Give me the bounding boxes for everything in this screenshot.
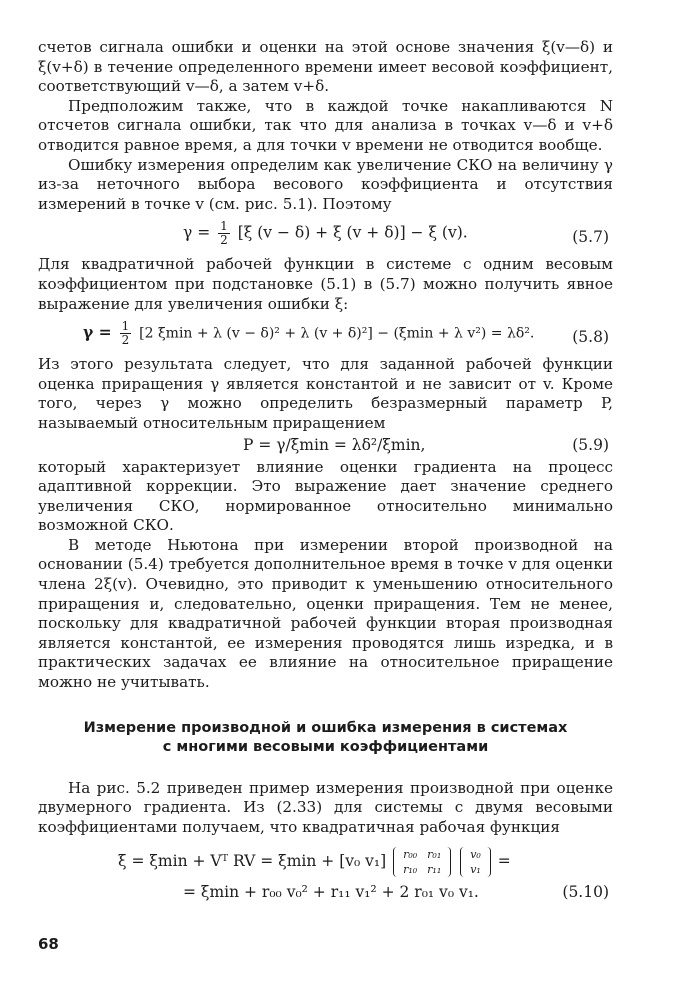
eq510-vector-v xyxy=(460,847,491,877)
matrix-r10: r₁₀ xyxy=(403,863,418,877)
matrix-r11: r₁₁ xyxy=(427,863,442,877)
equation-5-10-line2 xyxy=(38,881,613,903)
vector-v1: v₁ xyxy=(470,863,481,877)
eq510-tail: = xyxy=(497,852,511,871)
equation-5-9 xyxy=(38,434,613,456)
eq58-number: (5.8) xyxy=(572,328,609,347)
paragraph-2: Предположим также, что в каждой точке накапливаются N отсчетов сигнала ошибки, так что для анализа в точках v—δ и v+δ отводится равное время, а для точки v времени не отводится вообще. xyxy=(38,96,613,154)
paragraph-6: который характеризует влияние оценки градиента на процесс адаптивной коррекции. Это выражение дает значение среднего увеличения СКО, нормированное относительно минимально возможной СКО. xyxy=(38,457,613,535)
paragraph-7: В методе Ньютона при измерении второй производной на основании (5.4) требуется дополнительное время в точке v для оценки члена 2ξ(v). Очевидно, это приводит к уменьшению относительного приращения и, следовательно, оценки приращения. Тем не менее, поскольку для квадратичной рабочей функции вторая производная является константой, ее измерения проводятся лишь изредка, и в практических задачах ее влияние на относительное приращение можно не учитывать. xyxy=(38,535,613,692)
eq510-lhs: ξ = ξmin + Vᵀ RV = ξmin + [v₀ v₁] xyxy=(118,852,387,871)
paragraph-4: Для квадратичной рабочей функции в системе с одним весовым коэффициентом при подстановке (5.1) в (5.7) можно получить явное выражение для увеличения ошибки ξ: xyxy=(38,255,613,313)
eq59-text: P = γ/ξmin = λδ²/ξmin, xyxy=(243,435,426,454)
eq58-frac-den: 2 xyxy=(121,333,130,348)
section-heading xyxy=(38,719,613,757)
matrix-r01: r₀₁ xyxy=(427,848,442,862)
paragraph-8: На рис. 5.2 приведен пример измерения производной при оценке двумерного градиента. Из (2.33) для системы с двумя весовыми коэффициентами получаем, что квадратичная рабочая функция xyxy=(38,778,613,836)
page-content xyxy=(38,38,613,903)
eq57-rhs: [ξ (v − δ) + ξ (v + δ)] − ξ (v). xyxy=(237,223,468,242)
equation-5-7 xyxy=(38,220,613,247)
heading-line-2: с многими весовыми коэффициентами xyxy=(162,738,489,755)
equation-5-10-line1 xyxy=(38,847,613,877)
heading-line-1: Измерение производной и ошибка измерения в системах xyxy=(83,719,568,736)
equation-5-8 xyxy=(38,320,613,347)
eq58-rhs: [2 ξmin + λ (v − δ)² + λ (v + δ)²] − (ξmin + λ v²) = λδ². xyxy=(139,325,535,342)
eq510-number: (5.10) xyxy=(562,883,609,902)
matrix-r00: r₀₀ xyxy=(403,848,418,862)
eq57-number: (5.7) xyxy=(572,228,609,247)
paragraph-3: Ошибку измерения определим как увеличение СКО на величину γ из-за неточного выбора весового коэффициента и отсутствия измерений в точке v (см. рис. 5.1). Поэтому xyxy=(38,155,613,213)
eq57-lhs: γ = xyxy=(183,223,211,242)
paragraph-5: Из этого результата следует, что для заданной рабочей функции оценка приращения γ является константой и не зависит от v. Кроме того, через γ можно определить безразмерный параметр P, называемый относительным приращением xyxy=(38,355,613,432)
eq57-fraction xyxy=(218,220,230,247)
eq510b-text: = ξmin + r₀₀ v₀² + r₁₁ v₁² + 2 r₀₁ v₀ v₁. xyxy=(183,883,479,902)
eq57-frac-num: 1 xyxy=(220,219,228,234)
vector-v0: v₀ xyxy=(470,848,481,862)
eq57-frac-den: 2 xyxy=(220,233,228,248)
eq59-number: (5.9) xyxy=(572,435,609,454)
eq58-lhs: γ = xyxy=(83,322,112,342)
eq58-frac-num: 1 xyxy=(121,319,130,334)
eq58-fraction xyxy=(120,320,132,347)
page-number: 68 xyxy=(38,935,59,953)
eq510-matrix-r xyxy=(393,847,451,877)
paragraph-1: счетов сигнала ошибки и оценки на этой основе значения ξ(v—δ) и ξ(v+δ) в течение определенного времени имеет весовой коэффициент, соответствующий v—δ, а затем v+δ. xyxy=(38,38,613,96)
